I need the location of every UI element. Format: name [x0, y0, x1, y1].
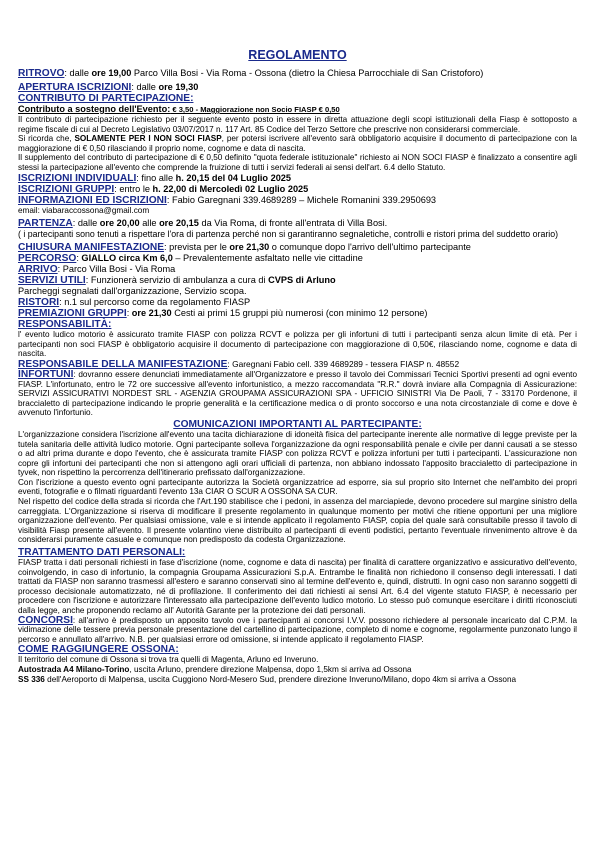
comunicazioni-p3: Nel rispetto del codice della strada si ricorda che l'Art.190 stabilisce che i pedoni, in assenza del marciapiede, devono procedere sul margine sinistro della carreggiata. L'Organizzazione si riserva di modificare il presente regolamento in qualunque momento per motivi che ritiene opportuni per una migliore organizzazione dell'evento. Per qualsiasi omissione, vale e si intende applicato il regolamento FIASP, copia del quale sarà consultabile presso il tavolo di visibilità Fiasp presente all'evento. Il presente volantino viene distribuito al partecipanti di eventi podistici, pertanto l'eventuale rinvenimento altrove è da considerarsi puramente casuale e comunque non predisposto da codesta Organizzazione. [18, 497, 577, 545]
comunicazioni-title: COMUNICAZIONI IMPORTANTI AL PARTECIPANTE: [173, 418, 422, 430]
arrivo-line: ARRIVO: Parco Villa Bosi - Via Roma [18, 264, 176, 276]
infortuni-paragraph: INFORTUNI: dovranno essere denunciati immediatamente all'Organizzatore e presso il tavolo dei Commissari Tecnici Sportivi presenti ad ogni evento FIASP. L'infortunato, entro le 72 ore successive all'evento infortunistico, a mezzo raccomandata "R.R." dovrà inviare alla Compagnia di Assicurazione: SERVIZI ASSICURATIVI NORDEST SRL - AGENZIA GROUPAMA ASSICURAZIONI SPA - UFFICIO SINISTRI Via De Paoli, 7 - 33170 Pordenone, il braccialetto di partecipazione indicando le proprie generalità e la certificazione medica o di pronto soccorso e una nota circostanziale di come e dove è avvenuto l'infortunio. [18, 368, 577, 418]
responsabilita-text: l' evento ludico motorio è assicurato tramite FIASP con polizza RCVT e polizza per gli infortuni di tutti i partecipanti senza alcun limite di età. Per i partecipanti non soci FIASP è obbligatorio acquisire il documento di partecipazione con maggiorazione di 0,50€, rilasciando nome, cognome e data di nascita. [18, 330, 577, 359]
partenza-line: PARTENZA: dalle ore 20,00 alle ore 20,15 da Via Roma, di fronte all'entrata di Villa Bosi. [18, 218, 388, 230]
servizi-line: SERVIZI UTILI: Funzionerà servizio di ambulanza a cura di CVPS di Arluno [18, 275, 336, 287]
ristori-line: RISTORI: n.1 sul percorso come da regolamento FIASP [18, 297, 251, 309]
responsabile-line: RESPONSABILE DELLA MANIFESTAZIONE: Garegnani Fabio cell. 339 4689289 - tessera FIASP n. 48552 [18, 358, 460, 370]
iscrizioni-individuali-line: ISCRIZIONI INDIVIDUALI: fino alle h. 20,15 del 04 Luglio 2025 [18, 172, 292, 184]
concorsi-paragraph: CONCORSI: all'arrivo è predisposto un apposito tavolo ove i partecipanti ai concorsi I.V.V. possono richiedere al personale incaricato dal C.P.M. la vidimazione delle tessere previa personale presentazione del cartellino di partecipazione, completo di nome e cognome, regolarmente punzonato lungo il percorso e annullato all'arrivo. N.B. per qualsiasi errore od omissione, si intende applicato il regolamento FIASP. [18, 614, 577, 644]
percorso-line: PERCORSO: GIALLO circa Km 6,0 – Prevalentemente asfaltato nelle vie cittadine [18, 253, 363, 265]
servizi-line2: Parcheggi segnalati dall'organizzazione, Servizio scopa. [18, 286, 247, 297]
contributo-p2: Si ricorda che, SOLAMENTE PER I NON SOCI FIASP, per potersi iscrivere all'evento sarà obbligatorio acquisire il documento di partecipazione con la maggiorazione di € 0,50 rilasciando il proprio nome, cognome e data di nascita. [18, 134, 577, 153]
concorsi-label: CONCORSI [18, 614, 73, 626]
contributo-heading: CONTRIBUTO DI PARTECIPAZIONE: [18, 93, 194, 104]
apertura-line: APERTURA ISCRIZIONI: dalle ore 19,30 [18, 82, 199, 93]
come-raggiungere-heading: COME RAGGIUNGERE OSSONA: [18, 644, 179, 656]
ritrovo-line: RITROVO: dalle ore 19,00 Parco Villa Bosi - Via Roma - Ossona (dietro la Chiesa Parrocchiale di San Cristoforo) [18, 68, 484, 79]
infortuni-label: INFORTUNI [18, 368, 74, 380]
contributo-sub: Contributo a sostegno dell'Evento: € 3,50 - Maggiorazione non Socio FIASP € 0,50 [18, 104, 340, 114]
comunicazioni-p2: Con l'iscrizione a questo evento ogni partecipante autorizza la Società organizzatrice ad esporre, sia sul proprio sito Internet che nell'ambito dei propri eventi, fotografie e o filmati riguardanti l'evento 13a CIAR O SCUR A OSSONA SA CUR. [18, 477, 577, 497]
come-raggiungere-l2: Autostrada A4 Milano-Torino, uscita Arluno, prendere direzione Malpensa, dopo 1,5km si arriva ad Ossona [18, 664, 412, 674]
responsabilita-heading: RESPONSABILITÀ: [18, 319, 112, 331]
chiusura-line: CHIUSURA MANIFESTAZIONE: prevista per le ore 21,30 o comunque dopo l'arrivo dell'ultimo partecipante [18, 242, 471, 254]
informazioni-email: email: viabaraccossona@gmail.com [18, 205, 150, 215]
premiazioni-line: PREMIAZIONI GRUPPI: ore 21,30 Cesti ai primi 15 gruppi più numerosi (con minimo 12 persone) [18, 308, 428, 320]
informazioni-line: INFORMAZIONI ED ISCRIZIONI: Fabio Garegnani 339.4689289 – Michele Romanini 339.2950693 [18, 194, 437, 206]
trattamento-heading: TRATTAMENTO DATI PERSONALI: [18, 547, 186, 559]
contributo-p1: Il contributo di partecipazione richiesto per il seguente evento posto in essere in diretta attuazione degli scopi istituzionali della Fiasp è sottoposto a regime fiscale di cui al Decreto Legislativo 03/07/2017 n. 117 Art. 85 Codice del Terzo Settore che prescrive non considerarsi commerciale. [18, 115, 577, 134]
ritrovo-label: RITROVO [18, 68, 65, 79]
come-raggiungere-l1: Il territorio del comune di Ossona si trova tra quelli di Magenta, Arluno ed Inveruno. [18, 655, 319, 665]
trattamento-text: FIASP tratta i dati personali richiesti in fase d'iscrizione (nome, cognome e data di nascita) per finalità di carattere organizzativo e assicurativo dell'evento, coinvolgendo, in caso di infortunio, la compagnia Groupama Assicurazioni S.p.A. Entrambe le finalità non richiedono il consenso degli interessati. I dati trattati da FIASP non saranno trasmessi all'estero e saranno conservati sino al termine dell'evento e, quindi, distrutti. In ogni caso non saranno soggetti di processo decisionale automatizzato, né di profilazione. Il conferimento dei dati richiesti ai sensi Art. 6.4 del vigente statuto FIASP, è necessario per procedere con l'iscrizione e autorizzare l'interessato alla partecipazione dell'evento ludico motorio. Lo stesso può comunque esercitare i diritti riconosciuti dalla legge, anche proponendo reclamo all' Autorità Garante per la protezione dei dati personali. [18, 558, 577, 615]
comunicazioni-p1: L'organizzazione considera l'iscrizione all'evento una tacita dichiarazione di idoneità fisica del partecipante inerente alle normative di legge previste per la tutela sanitaria delle attività ludico motorie. Ogni partecipante solleva l'organizzazione da ogni responsabilità penale e civile per danni causati a se stesso o ad altri prima durante e dopo l'evento, che è assicurata tramite FIASP con polizza RCVT e polizza infortuni per tutti i partecipanti. L'assicurazione non copre gli infortuni dei partecipanti che non si attengono agli orari ufficiali di partenza, non abbiano indossato l'apposito braccialetto di partecipazione in tyvek, non rispettino la percorrenza dell'itinerario prefissato dall'organizzazione. [18, 429, 577, 478]
contributo-p3: Il supplemento del contributo di partecipazione di € 0,50 definito "quota federale istituzionale" richiesto ai NON SOCI FIASP è finalizzato a consentire agli stessi la partecipazione all'evento che comprende la fruizione di tutti i servizi federali ai sensi dell'art. 6.4 dello Statuto. [18, 153, 577, 172]
come-raggiungere-l3: SS 336 dell'Aeroporto di Malpensa, uscita Cuggiono Nord-Mesero Sud, prendere direzione Inveruno/Milano, dopo 4km si arriva a Ossona [18, 674, 517, 684]
partenza-note: ( i partecipanti sono tenuti a rispettare l'ora di partenza perché non si garantiranno segnaletiche, controlli e ristori prima del suddetto orario) [18, 229, 559, 240]
iscrizioni-gruppi-line: ISCRIZIONI GRUPPI: entro le h. 22,00 di Mercoledì 02 Luglio 2025 [18, 183, 309, 195]
apertura-label: APERTURA ISCRIZIONI [18, 82, 132, 93]
page-title: REGOLAMENTO [248, 48, 347, 62]
